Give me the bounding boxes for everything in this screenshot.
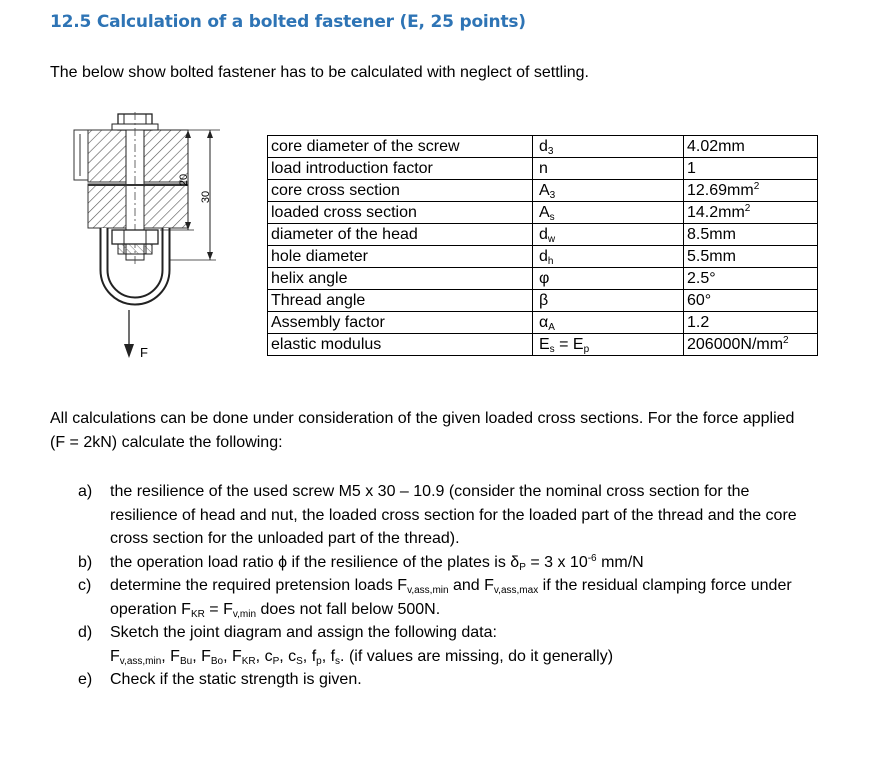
task-label: d): [78, 624, 93, 641]
value-text: 12.69mm: [687, 181, 754, 199]
parameter-name: hole diameter: [268, 246, 533, 268]
parameter-name: loaded cross section: [268, 202, 533, 224]
parameter-symbol: [533, 268, 684, 290]
table-row: [268, 334, 818, 356]
task-text: , c: [279, 647, 297, 665]
task-label: a): [78, 483, 93, 500]
value-text: 8.5mm: [687, 225, 736, 243]
symbol: d: [539, 247, 548, 265]
table-row: [268, 312, 818, 334]
symbol-subscript: s: [549, 211, 555, 223]
parameter-value: [684, 158, 818, 180]
task-text: , F: [161, 647, 180, 665]
table-row: [268, 268, 818, 290]
value-superscript: 2: [783, 334, 789, 346]
subscript: p: [316, 655, 322, 667]
subscript: v,ass,min: [119, 655, 162, 667]
bolted-joint-drawing: [60, 112, 240, 362]
value-text: 4.02mm: [687, 137, 745, 155]
parameter-value: [684, 246, 818, 268]
nut: [112, 230, 158, 254]
parameter-table: [267, 135, 818, 356]
value-text: 60°: [687, 291, 712, 309]
task-text: determine the required pretension loads F: [110, 577, 408, 594]
parameter-symbol: [533, 202, 684, 224]
task-text: . (if values are missing, do it generally): [340, 647, 614, 665]
task-text: if the residual clamping force under operation F: [110, 577, 792, 618]
subscript: KR: [190, 608, 205, 620]
symbol: β: [539, 291, 549, 309]
subscript: P: [272, 655, 280, 667]
parameter-name: core diameter of the screw: [268, 136, 533, 158]
parameter-name: Assembly factor: [268, 312, 533, 334]
parameter-name: load introduction factor: [268, 158, 533, 180]
value-superscript: 2: [753, 180, 760, 192]
table-row: [268, 158, 818, 180]
value-text: 5.5mm: [687, 247, 736, 265]
force-label: F: [140, 345, 148, 360]
parameter-symbol: [533, 180, 684, 202]
symbol: d: [539, 137, 548, 155]
task-label: b): [78, 553, 93, 571]
task-a: [78, 480, 818, 551]
force-arrow: [124, 310, 134, 358]
value-text: 1.2: [687, 313, 710, 331]
task-d: [78, 621, 818, 668]
value-text: 206000N/mm: [687, 335, 784, 353]
task-text: = F: [204, 600, 233, 618]
task-text: , F: [223, 647, 242, 665]
subscript: Bu: [179, 655, 193, 667]
task-text: and F: [448, 577, 494, 594]
parameter-name: helix angle: [268, 268, 533, 290]
parameter-symbol: [533, 290, 684, 312]
parameter-symbol: [533, 246, 684, 268]
task-e: [78, 668, 818, 692]
task-text: = 3 x 10: [525, 553, 588, 571]
symbol-subscript: 3: [547, 145, 554, 157]
symbol-tail: = E: [554, 335, 584, 353]
table-row: [268, 136, 818, 158]
task-a-text: the resilience of the used screw M5 x 30 – 10.9 (consider the nominal cross section for the resilience of head and nut, the loaded cross section for the loaded part of the thread and the core cross section for the unloaded part of the thread).: [110, 483, 797, 547]
subscript: Bo: [210, 655, 224, 667]
symbol: A: [539, 203, 550, 221]
task-text: , f: [321, 647, 336, 665]
symbol-subscript: h: [547, 255, 554, 267]
task-text: , F: [192, 647, 211, 665]
task-c: [78, 574, 818, 621]
task-text: the operation load ratio ϕ if the resilience of the plates is δ: [110, 553, 520, 571]
subscript: v,ass,min: [407, 585, 449, 596]
table-row: [268, 290, 818, 312]
task-list: [78, 480, 818, 692]
subscript: P: [519, 561, 526, 573]
parameter-value: [684, 136, 818, 158]
task-text: mm/N: [596, 553, 644, 571]
symbol: d: [539, 225, 548, 243]
parameter-symbol: [533, 334, 684, 356]
dimension-label-inner: 20: [178, 173, 190, 187]
task-text: , f: [302, 647, 317, 665]
symbol: α: [539, 313, 549, 331]
symbol: n: [539, 159, 548, 177]
task-label: e): [78, 671, 93, 688]
symbol-subscript: A: [548, 321, 555, 333]
dimension-label-outer: 30: [200, 190, 212, 204]
note-text: All calculations can be done under consideration of the given loaded cross sections. For the force applied (F = 2kN) calculate the following:: [50, 410, 795, 451]
parameter-value: [684, 334, 818, 356]
subscript: v,ass,max: [493, 585, 539, 596]
task-e-text: Check if the static strength is given.: [110, 671, 362, 688]
symbol-subscript: 3: [549, 189, 556, 201]
superscript: -6: [587, 552, 597, 564]
task-text: Sketch the joint diagram and assign the following data:: [110, 624, 497, 641]
task-text: does not fall below 500N.: [256, 600, 441, 618]
intro-text: The below show bolted fastener has to be calculated with neglect of settling.: [50, 64, 589, 81]
parameter-symbol: [533, 312, 684, 334]
parameter-value: [684, 224, 818, 246]
parameter-name: elastic modulus: [268, 334, 533, 356]
symbol-subscript: w: [547, 233, 556, 245]
task-text: F: [110, 647, 120, 665]
section-heading: 12.5 Calculation of a bolted fastener (E, 25 points): [50, 12, 526, 32]
subscript: v,min: [232, 608, 257, 620]
parameter-symbol: [533, 158, 684, 180]
parameter-name: core cross section: [268, 180, 533, 202]
subscript: s: [335, 655, 341, 667]
table-row: [268, 224, 818, 246]
symbol-subscript: s: [549, 343, 555, 355]
table-row: [268, 202, 818, 224]
task-b: [78, 551, 818, 575]
parameter-value: [684, 180, 818, 202]
parameter-name: diameter of the head: [268, 224, 533, 246]
table-row: [268, 180, 818, 202]
parameter-value: [684, 290, 818, 312]
task-text: , c: [255, 647, 273, 665]
task-label: c): [78, 577, 92, 594]
parameter-name: Thread angle: [268, 290, 533, 312]
parameter-value: [684, 312, 818, 334]
table-row: [268, 246, 818, 268]
parameter-value: [684, 268, 818, 290]
symbol: A: [539, 181, 550, 199]
value-text: 14.2mm: [687, 203, 745, 221]
parameter-symbol: [533, 136, 684, 158]
symbol: φ: [539, 269, 550, 287]
value-text: 1: [687, 159, 696, 177]
value-text: 2.5°: [687, 269, 716, 287]
symbol: E: [539, 335, 550, 353]
value-superscript: 2: [744, 202, 751, 214]
subscript: S: [296, 655, 303, 667]
parameter-symbol: [533, 224, 684, 246]
symbol-tail-subscript: p: [583, 343, 590, 355]
parameter-value: [684, 202, 818, 224]
subscript: KR: [241, 655, 256, 667]
